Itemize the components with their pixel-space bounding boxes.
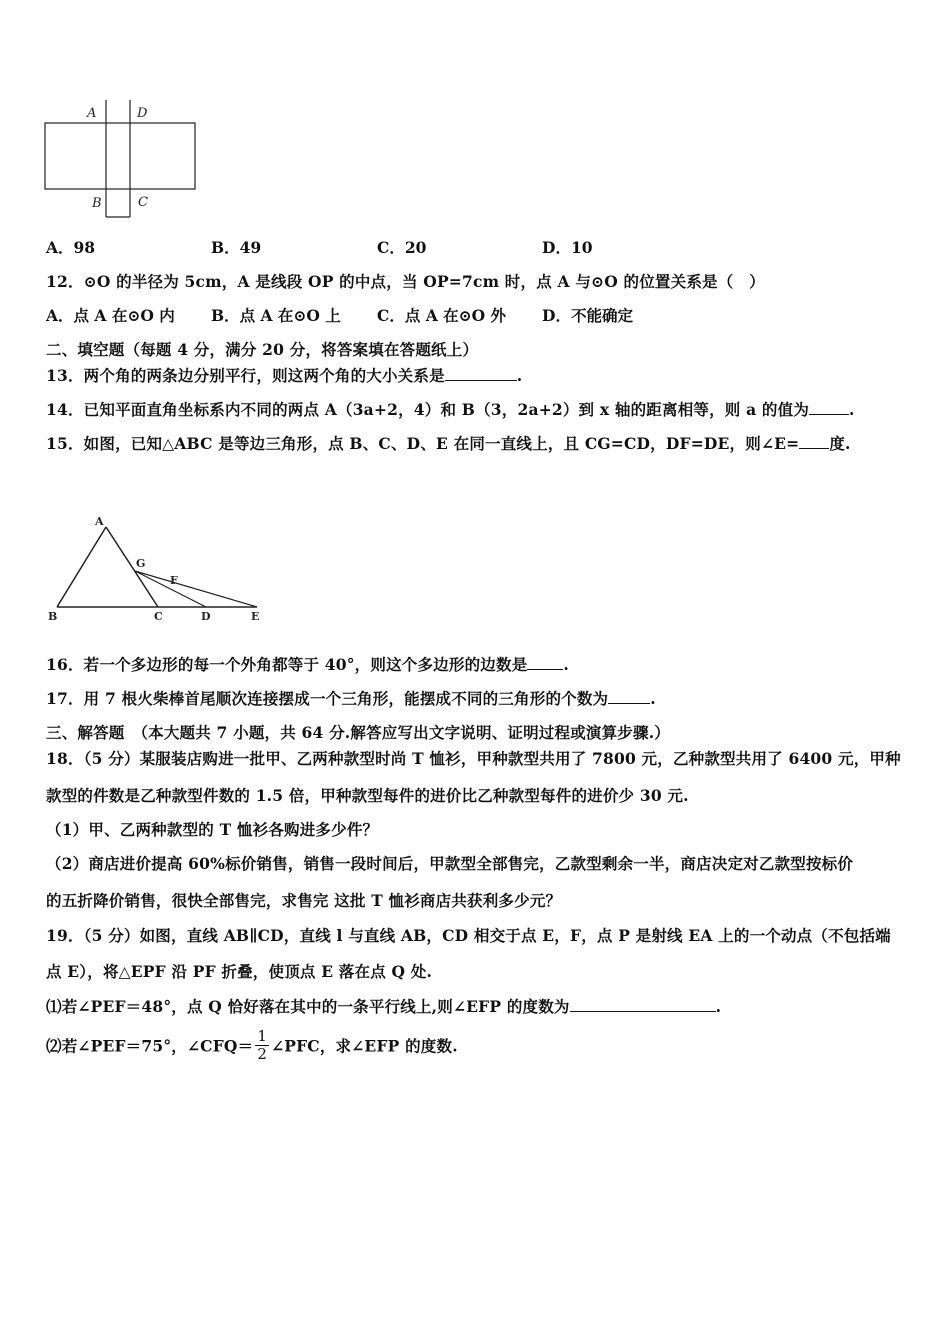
fraction-denominator: 2 (257, 1045, 268, 1063)
q11-label-c: C (138, 195, 148, 210)
half-fraction (255, 1028, 269, 1063)
q11-rectangle (45, 123, 195, 189)
q15-label-f: F (170, 574, 178, 587)
q19-line2: 点 E），将△EPF 沿 PF 折叠，使顶点 E 落在点 Q 处. (46, 962, 433, 981)
q15-segment-ac (106, 527, 158, 607)
q15-segment-ab (57, 527, 106, 607)
q18-line1: 18．（5 分）某服装店购进一批甲、乙两种款型时尚 T 恤衫，甲种款型共用了 7800 元，乙种款型共用了 6400 元，甲种 (46, 749, 901, 768)
q11-option-a: A．98 (46, 238, 96, 257)
q15-label-b: B (48, 610, 58, 623)
q13-text: 13．两个角的两条边分别平行，则这两个角的大小关系是 (46, 366, 445, 385)
q17-answer-blank[interactable] (608, 689, 650, 704)
q16-answer-blank[interactable] (527, 655, 563, 670)
q18-sub2-line2: 的五折降价销售，很快全部售完，求售完 这批 T 恤衫商店共获利多少元？ (46, 891, 562, 910)
q14-answer-blank[interactable] (809, 400, 849, 415)
q15-label-g: G (136, 557, 146, 570)
q11-option-b: B．49 (211, 238, 262, 257)
fraction-numerator: 1 (257, 1027, 268, 1045)
q17-end: . (650, 689, 656, 708)
q14-text: 14．已知平面直角坐标系内不同的两点 A（3a+2，4）和 B（3，2a+2）到 x 轴的距离相等，则 a 的值为 (46, 400, 810, 419)
q18-sub1: （1）甲、乙两种款型的 T 恤衫各购进多少件？ (46, 820, 379, 839)
q19-sub1-text: ⑴若∠PEF＝48°，点 Q 恰好落在其中的一条平行线上,则∠EFP 的度数为 (46, 997, 570, 1016)
q15-label-c: C (154, 610, 163, 623)
q16-end: . (563, 655, 569, 674)
section3-heading: 三、解答题 （本大题共 7 小题，共 64 分.解答应写出文字说明、证明过程或演算步骤.） (46, 723, 670, 742)
q12-option-d: D．不能确定 (542, 306, 633, 325)
section2-heading: 二、填空题（每题 4 分，满分 20 分，将答案填在答题纸上） (46, 340, 479, 359)
q17-text: 17．用 7 根火柴棒首尾顺次连接摆成一个三角形，能摆成不同的三角形的个数为 (46, 689, 609, 708)
q19-sub2 (46, 1027, 458, 1065)
q19-sub1-end: . (715, 997, 722, 1016)
q18-line2: 款型的件数是乙种款型件数的 1.5 倍，甲种款型每件的进价比乙种款型每件的进价少 30 元. (46, 786, 689, 805)
q15-answer-blank[interactable] (799, 434, 829, 449)
q16 (46, 653, 569, 675)
q15-figure (40, 510, 270, 625)
q12-option-c: C．点 A 在⊙O 外 (377, 306, 507, 325)
q11-label-b: B (92, 196, 102, 211)
q13-answer-blank[interactable] (445, 366, 517, 381)
q11-label-d: D (137, 106, 148, 121)
q15-label-e: E (251, 610, 260, 623)
q15 (46, 432, 851, 454)
q11-figure (40, 100, 210, 225)
q15-label-a: A (95, 515, 104, 528)
q19-sub1-answer-blank[interactable] (570, 997, 716, 1012)
q15-end: 度. (829, 434, 851, 453)
q18-sub2-line1: （2）商店进价提高 60%标价销售，销售一段时间后，甲款型全部售完，乙款型剩余一半，商店决定对乙款型按标价 (46, 854, 854, 873)
q15-label-d: D (201, 610, 211, 623)
q11-option-d: D．10 (542, 238, 593, 257)
q19-sub2-end: ∠PFC，求∠EFP 的度数. (271, 1036, 458, 1056)
q14 (46, 398, 855, 420)
q14-end: . (849, 400, 855, 419)
q19-sub2-text: ⑵若∠PEF＝75°，∠CFQ＝ (46, 1036, 254, 1056)
q13 (46, 364, 522, 386)
q11-label-a: A (87, 106, 97, 121)
q13-end: . (516, 366, 523, 385)
q19-line1: 19．（5 分）如图，直线 AB∥CD，直线 l 与直线 AB，CD 相交于点 E，F，点 P 是射线 EA 上的一个动点（不包括端 (46, 926, 891, 945)
q16-text: 16．若一个多边形的每一个外角都等于 40°，则这个多边形的边数是 (46, 655, 528, 674)
q17 (46, 687, 656, 709)
q12-text: 12．⊙O 的半径为 5cm，A 是线段 OP 的中点，当 OP=7cm 时，点 A 与⊙O 的位置关系是（ ） (46, 272, 765, 291)
q15-text: 15．如图，已知△ABC 是等边三角形，点 B、C、D、E 在同一直线上，且 CG=CD，DF=DE，则∠E= (46, 434, 800, 453)
q12-option-b: B．点 A 在⊙O 上 (211, 306, 341, 325)
q12-option-a: A．点 A 在⊙O 内 (46, 306, 175, 325)
q11-option-c: C．20 (377, 238, 427, 257)
q19-sub1 (46, 995, 721, 1017)
